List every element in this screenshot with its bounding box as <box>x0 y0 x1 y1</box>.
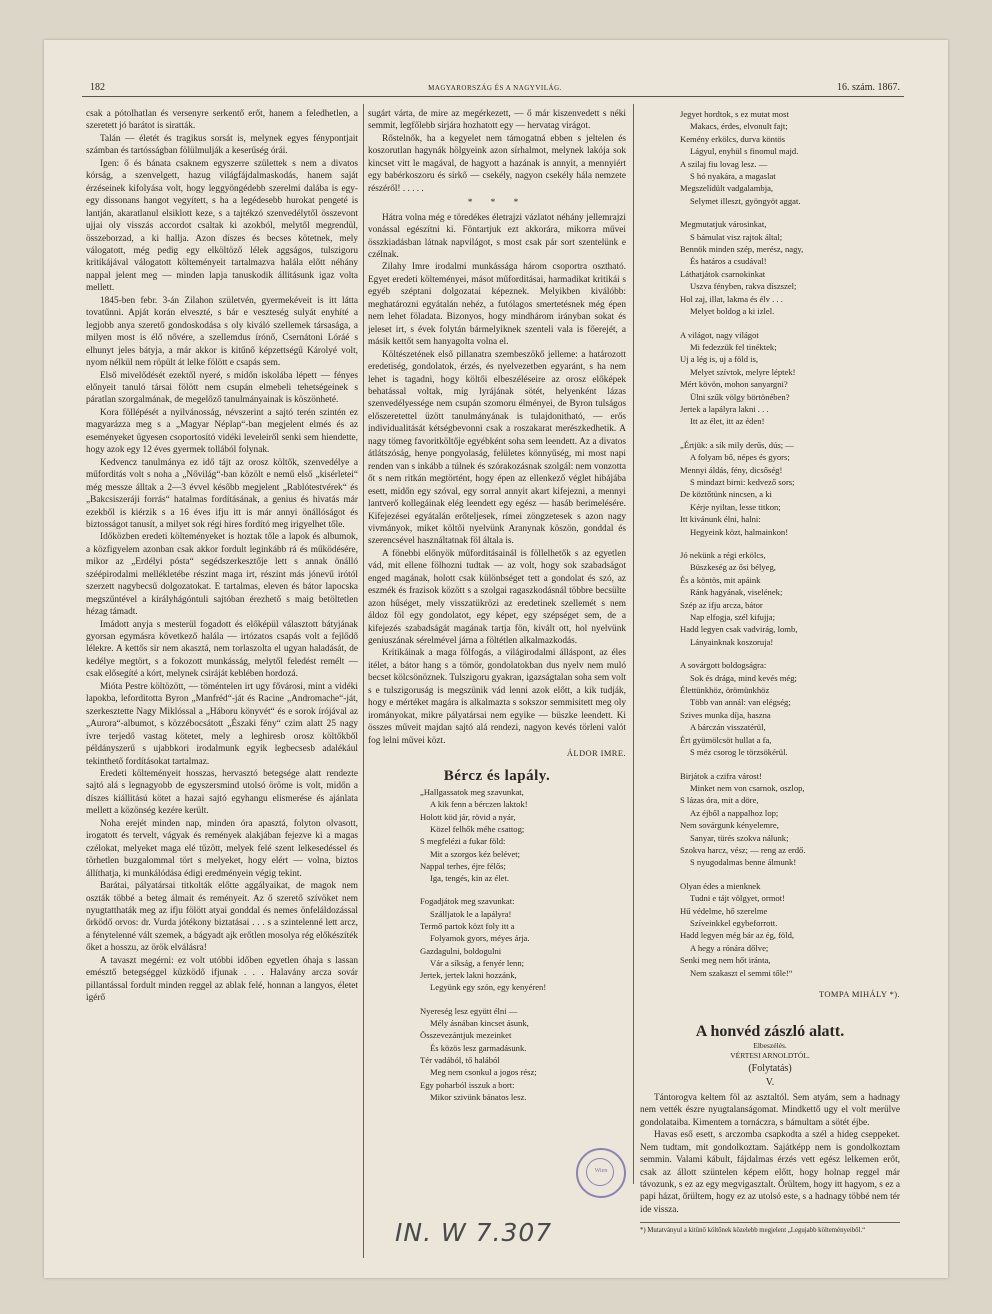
header-rule <box>82 96 904 97</box>
poem-line: Jó nekünk a régi erkölcs, <box>680 550 766 560</box>
poem-line: Mennyi áldás, fény, dicsőség! <box>680 464 783 475</box>
poem-line: Szálljatok le a lapályra! <box>430 908 512 919</box>
paragraph: A tavaszt megérni: ez volt utóbbi időben egyetlen óhaja s lassan emésztő betegséggel küzködő ifjunak . . . Halavány arcza sovár pillantással fordult minden reggel az ablak felé, honnan a langyos, életet igérő <box>86 955 358 1004</box>
poem-line: S megfelézi a fukar föld: <box>420 836 506 847</box>
poem-continuation <box>680 108 900 979</box>
paragraph: Imádott anyja s mesterül fogadott és előképül választott bátyjának gyorsan egymásra következő halála — irtózatos csapás volt a fejlődő lélekre. A kettős sir nem akasztá, nem torlaszolta el ugyan haladását, de kedélye megtört, s a fokozott munkásság, melytől feledést remélt — csak elősegíté a kórt, melynek csiráját keblében hordozá. <box>86 619 358 680</box>
poem-line: A kik fenn a bérczen laktok! <box>430 799 528 810</box>
library-stamp <box>576 1148 626 1198</box>
poem-line: Itt kivánunk élni, halni: <box>680 514 761 525</box>
poem-line: Szives munka díja, haszna <box>680 709 771 720</box>
paragraph: Első mivelődését ezektől nyeré, s midőn iskolába lépett — fényes előnyeit tanuló társai fölött nem csupán elmebeli tehetségeinek s páratlan szorgalmának, de megelőző tanulmányainak is köszönheté. <box>86 370 358 406</box>
poem-line: Melyet szívtok, melyre léptek! <box>690 366 796 377</box>
poem-line: Mért kövön, mohon sanyargni? <box>680 379 788 390</box>
poem-line: A folyam bő, népes és gyors; <box>690 452 790 463</box>
poem-line: Hadd legyen még bár az ég, föld, <box>680 930 795 941</box>
poem-line: Büszkeség az ősi bélyeg, <box>690 562 776 573</box>
poem-line: Sok és drága, mind kevés még; <box>690 672 797 683</box>
page-header <box>90 82 900 96</box>
column-divider <box>363 104 364 1258</box>
poem-line: Tudni e tájt völgyet, ormot! <box>690 893 785 904</box>
poem-line: És a köntös, mit apáink <box>680 574 761 585</box>
poem-line: Nem szakaszt el semmi tőle!“ <box>690 967 793 978</box>
poem-line: Birjátok a czifra várost! <box>680 770 762 781</box>
stanza <box>680 770 900 869</box>
poem-line: S hó nyakára, a magaslat <box>690 171 776 182</box>
poem-line: S nyugodalmas benne álmunk! <box>690 857 797 868</box>
poem-line: A hegy a rónára dőlve; <box>690 942 769 953</box>
poem-line: Hű védelme, hő szerelme <box>680 905 768 916</box>
poem-line: Fogadjátok meg szavunkat: <box>420 896 515 907</box>
poem-line: Folyamok gyors, méyes árja. <box>430 933 530 944</box>
poem-line: Mit a szorgos kéz belévet; <box>430 848 521 859</box>
poem-line: S méz csorog le törzsökérül. <box>690 747 788 758</box>
paragraph: Eredeti költeményeit hosszas, hervasztó betegsége alatt rendezte sajtó alá s legnagyobb de egyszersmind utolsó öröme is volt, midőn a díszes kiállitású kötet a hazai sajtó egyhangu elismerése és ajánlata mellett a közönség kezére került. <box>86 769 358 817</box>
poem-line: Olyan édes a mienknek <box>680 880 761 891</box>
column-divider <box>633 104 634 1184</box>
chapter-number: V. <box>765 1077 775 1089</box>
poem-line: Bennök minden szép, merész, nagy, <box>680 244 804 255</box>
poem-line: Nyereség lesz együtt élni — <box>420 1005 518 1016</box>
paragraph: Barátai, pályatársai titkolták előtte aggályaikat, de magok nem oszták többé a beteg álmait és reményeit. Az ő szerető szívöket nem nyugtatthaták meg az ifju fölött atyai gonddal és nemes önfeláldozással őrködő orvos: dr. Vurda jótékony biztatásai . . . s a szintelenné lett arcz, a fénytelenné vált szemek, a bágyadt ajk erőtlen mosolya rég előkészíték őket a hosszu, az örök elválásra! <box>86 881 358 954</box>
poem-line: Szép az ifju arcza, bátor <box>680 599 763 610</box>
paragraph: Igen: ő és bánata csaknem egyszerre születtek s nem a divatos kórság, a szenvelgett, hazug világfájdalmaskodás, hanem saját érzéseinek kifolyása volt, hogy leggyöngédebb szerelmi dalába is egy-egy dissonans hangot vegyített, s ha a legédesebb hurokat pengeté is lantján, akaratlanul elsiklott keze, s a tajtékzó szenvedélytől összevont ujjai oly visszás accordot csaltak ki azokból, melytől megrendül, összeborzad, a ki hallja. Azon díszes és becses kötetnek, mely válogatott, még pedig egy elköltöző lélek aggságos, tulszigoru kritikájával válogatott költeményeit tartalmazva halála előtt néhány nappal jelent meg — minden lapja tanuskodik állításunk igaz volta mellett. <box>86 158 358 294</box>
poem-line: Iga, tengés, kin az élet. <box>430 873 509 884</box>
poem-line: Mély ásnában kincset ásunk, <box>430 1018 529 1029</box>
poem-line: Jertek, jertek lakni hozzánk, <box>420 970 517 981</box>
poem-line: A bárczán visszatérül, <box>690 722 766 733</box>
poem-line: S bámulat visz rajtok által; <box>690 231 783 242</box>
poem-line: Senki meg nem hőt iránta, <box>680 955 771 966</box>
paragraph: Rőstelnők, ha a kegyelet nem támogatná ebben s jeltelen és koszorutlan hagynák hölgyeink azon sírhalmot, melynek lakója sok kincset vitt le magával, de hagyott a hazának is annyit, a mennyiért egy babérkoszoru és sirkő — csekély, nagyon csekély hála nemzete részéről! . . . . . <box>368 133 626 194</box>
poem-line: „Hallgassatok meg szavunkat, <box>420 787 524 798</box>
paragraph: Zilahy Imre irodalmi munkássága három csoportra osztható. Egyet eredeti költeményei, másot műforditásai, harmadikat kritikái s egyéb széptani dolgozatai képeznek. Melyikben kiválóbb: meghatározni egyátalán nehéz, a futólagos smertetésnek még épen nem lehet föladata. Bizonyos, hogy mindhárom irányban sokat és jeleset irt, s évek folytán bármelyiknek szenteli vala is főerejét, a másik kettőt sem hanyagolta volna el. <box>368 262 626 348</box>
stanza <box>680 880 900 979</box>
poem-line: És határos a csudával! <box>690 256 767 267</box>
poem-line: Gazdagulni, boldogulni <box>420 945 502 956</box>
poem-line: Hol zaj, illat, lakma és élv . . . <box>680 293 783 304</box>
handwritten-shelfmark: IN. W 7.307 <box>395 1218 553 1247</box>
poem-line: Élettünkhöz, örömünkhöz <box>680 685 770 696</box>
poem-line: És közös lesz garmadásunk. <box>430 1042 527 1053</box>
stanza <box>680 439 900 538</box>
poem-line: Tér vadából, tő halából <box>420 1054 500 1065</box>
poem-line: Több van annál: van elégség; <box>690 697 791 708</box>
poem-line: Láthatjátok csarnokinkat <box>680 268 766 279</box>
story-title: A honvéd zászló alatt. <box>695 1023 845 1041</box>
poem-line: Összevezántjuk mezeinket <box>420 1030 512 1041</box>
poem-line: Jegyet hordtok, s ez mutat most <box>680 109 789 119</box>
poem-line: De köztőtünk nincsen, a ki <box>680 489 772 500</box>
paragraph: csak a pótolhatlan és versenyre serkentő erőt, hanem a feledhetlen, a szeretett jó barátot is siratták. <box>86 109 358 132</box>
story-genre: Elbeszélés. <box>753 1040 787 1050</box>
poet-signature: TOMPA MIHÁLY *). <box>818 989 900 999</box>
poem-line: Egy poharból isszuk a bort: <box>420 1079 515 1090</box>
poem-line: Makacs, érdes, elvonult fajt; <box>690 121 788 132</box>
stanza <box>680 329 900 428</box>
poem-line: Nappal terhes, éjre félős; <box>420 860 506 871</box>
poem-line: Minket nem von csarnok, oszlop, <box>690 782 805 793</box>
stanza <box>680 218 900 317</box>
poem-line: S mindazt birni: kedvező sors; <box>690 476 795 487</box>
author-signature: ÁLDOR IMRE. <box>566 748 626 759</box>
footnote: *) Mutatványul a kitünő költőnek közelebb megjelent „Legujabb költeményeiből.“ <box>640 1222 900 1235</box>
poem-line: Kérje nyiltan, lesse titkon; <box>690 501 781 512</box>
stamp-text: Wien <box>594 1168 608 1174</box>
paragraph: Havas eső esett, s arczomba csapkodta a szél a hideg cseppeket. Nem tudtam, mit gondolkoztam. Sajátképp nem is gondolkoztam semmin. Valami kábult, fájdalmas érzés vett egész lelkemen erőt, csak az állott szüntelen képem előtt, hogy holnap reggel már távozunk, s ez az egy megvigasztalt. Őrültem, hogy itt hagyom, s ez a papi házat, őrültem, hogy ez az utolsó este, s a hadnagy többé nem tér ide vissza. <box>640 1130 900 1215</box>
poem-line: Szokva harcz, vész; — reng az erdő. <box>680 844 806 855</box>
stanza <box>680 108 900 207</box>
poem-line: Ülni szűk völgy börtönében? <box>690 391 790 402</box>
poem-line: Közel felhők méhe csattog; <box>430 823 525 834</box>
column-1 <box>86 108 358 1258</box>
poem-line: Lányainknak koszoruja! <box>690 636 774 647</box>
poem-line: Sanyar, türés szokva nálunk; <box>690 832 789 843</box>
poem-line: Selymet illeszt, gyöngyöt aggat. <box>690 195 801 206</box>
paragraph: Noha erejét minden nap, minden óra apasztá, folyton olvasott, irogatott és tervelt, vágyak és remények alakjában fejezve ki a magas czélokat, melyeket maga elé tűzött, melyek felé szent lelkesedéssel és törhetlen buzgalommal tört s melyeket, hogy elért — volna, biztos állíthatja, ki munkálódása édigi eredményein végig tekint. <box>86 818 358 879</box>
paragraph: Kedvencz tanulmánya ez idő tájt az orosz költők, szenvedélye a műforditás volt s noha a „Nővilág“-ban közölt e nemű első „kisérletei“ még messze álltak a 2—3 évvel később megjelent „Rablótestvérek“ és „Bakcsiszeráji forrás“ hatalmas fordításának, a genius és hivatás már ezekből is kiérzik s a 16 éves ifju itt is már annyi önállóságot és biztosságot tanusít, a milyet sok régi hires fordító meg irigyelhet tőle. <box>86 457 358 530</box>
poem-line: A szilaj fiu lovag lesz. — <box>680 158 768 169</box>
poem <box>420 786 626 1103</box>
stanza <box>680 659 900 758</box>
poem-line: Termő partok közt foly itt a <box>420 920 515 931</box>
poem-line: Nem sovárgunk kényelemre, <box>680 820 779 831</box>
poem-line: Lágyul, enyhül s finomul majd. <box>690 146 799 157</box>
poem-line: A sovárgott boldogságra: <box>680 660 767 671</box>
stanza <box>680 549 900 648</box>
poem-line: Ért gyümölcsöt hullat a fa, <box>680 734 772 745</box>
poem-title: Bércz és lapály. <box>443 767 551 784</box>
poem-line: Melyet boldog a ki izlel. <box>690 306 775 317</box>
poem-line: Uszva fényben, rakva díszszel; <box>690 281 797 292</box>
running-title: MAGYARORSZÁG ÉS A NAGYVILÁG. <box>428 84 562 92</box>
stanza <box>420 1005 626 1103</box>
poem-line: Szíveinkkel egybeforrott. <box>690 917 778 928</box>
poem-line: Vár a síkság, a fenyér lenn; <box>430 957 525 968</box>
poem-line: Hegyeink közt, halmainkon! <box>690 526 789 537</box>
poem-line: Meg nem csonkul a jogos rész; <box>430 1067 537 1078</box>
paragraph: Költészetének első pillanatra szembeszökő jelleme: a határozott eredetiség, gondolatok, érzés, és nyelvezetben egyaránt, s ha nem lehet is tagadni, hogy költői elbeszéléseire az orosz előképek behatással voltak, mig lyrájának sötét, helyenként lázas szenvedélyessége nem csupán szomoru élményei, de Byron tulságos előszeretettel üzött tanulmányának is tulajdonitható, — erős individualitását kétségbevonni csak a roszakarat merészkedhetik. A nagy tömeg favoritköltője egyébként soha sem leendett. Az a divatos átlátszóság, henye pongyolaság, felületes könnyűség, mi most napi renden van s inkább a túlnek és szórakozásnak szolgál: nem vonzotta őt s nem ritkán megtörtént, hogy épen az ellenkező véglet hibájába esett, midőn egy szóval, egy sorral annyit akart kifejezni, a mennyi lantverő kollegáinak elég leendett egy egész — hasáb berimelésére. Kifejezései egyátalán erőteljesek, rímei zöngzetesek s azon nagy vivmányok, miket költői nyelvünk Aranynak köszön, gonddal és szerencsével használtatnak föl általa is. <box>368 349 626 547</box>
paragraph: Mióta Pestre költözött, — töméntelen irt ugy fővárosi, mint a vidéki lapokba, leforditotta Byron „Manfréd“-ját és Racine „Andromache“-ját, szerkesztette Nagy Miklóssal a „Háboru könyvét“ és e sorok írójával az „Aurora“-albumot, s közzébocsátott „Északi fény“ czim alatt 25 nagy ívre terjedő vastag kötetet, mely a leghiresb orosz költőkből példányszerű s ujabbkori irodalmunk egyik legbecsesb adalékául tekinthető fordításokat tartalmaz. <box>86 681 358 767</box>
issue-info: 16. szám. 1867. <box>836 82 900 93</box>
poem-line: Megmutatjuk városinkat, <box>680 219 767 230</box>
poem-line: Mi fedezzük fel tinéktek; <box>690 341 777 352</box>
poem-line: Megszelídült vadgalambja, <box>680 183 774 194</box>
poem-line: Legyünk egy szón, egy kenyéren! <box>430 982 547 993</box>
paragraph: 1845-ben febr. 3-án Zilahon születvén, gyermekéveit is itt látta tovatűnni. Apját korán elveszté, s bár e veszteség sulyát enyhíté a legjobb anya szerető gondoskodása s oly kiváló szellemek társasága, a milyen most is élő nővére, a szellemdus írónő, Csernátoni Lóráé s elhunyt jeles bátyja, a már akkor is kitűnő képzettségű Károlyé volt, nyom nélkül nem röpült át lelke fölött e csapás sem. <box>86 295 358 369</box>
paragraph: Időközben eredeti költeményeket is hoztak tőle a lapok és albumok, a közfigyelem azonban csak akkor fordult leginkább rá és működésére, mikor az „Erdélyi pósta“ segédszerkesztője lett s annak önálló széépirodalmi mellékletébe részint maga irt, részint más jónevű irótól szerzett nagybecsű dolgozatokat. E tartalmas, eleven és bátor lapocska megszűntével a királyhágóntuli sajtóban érezhető s maig betöltetlen hézag támadt. <box>86 532 358 618</box>
page-number: 182 <box>90 82 105 93</box>
poem-line: Kemény erkölcs, durva köntös <box>680 133 786 144</box>
poem-line: A világot, nagy világot <box>680 329 759 340</box>
paragraph: Talán — életét és tragikus sorsát is, melynek egyes fénypontjait számban és tartósságban fölülmulják a keserűség órái. <box>86 133 358 157</box>
paragraph: Hátra volna még e töredékes életrajzi vázlatot néhány jellemrajzi vonással egészítni ki. Föntartjuk ezt akkorára, mikorra művei összkiadásban látnak napvilágot, s most csak pár sort szentelünk e czélnak. <box>368 212 626 260</box>
paragraph: A fönebbi előnyök műforditásainál is föllelhetők s az egyetlen vád, mit ellene fölhozni tudtak — az volt, hogy sok szabadságot enged magának, holott csak különbséget tett a gondolat és szó, az eszmék és frazisok között s a szolgai ragaszkodásnál többre becsülte azon hűséget, mely visszatükrözi az eredetinek szellemét s nem áldoz föl egy gondolatot, egy képet, egy szépséget sem, de a kifejezés szabadságát magának tartja fön, kivált ott, hol nyelvünk geniuszának sérelmével járna a föltétlen alkalmazkodás. <box>368 548 626 647</box>
stanza <box>420 786 626 884</box>
poem-line: „Értjük: a sík mily derűs, dús; — <box>680 439 794 450</box>
poem-line: Az éjből a nappalhoz lop; <box>690 807 779 818</box>
poem-line: Mikor szivünk bánatos lesz. <box>430 1091 527 1102</box>
continued-note: (Folytatás) <box>748 1062 792 1074</box>
poem-line: Nap elfogja, szél kifujja; <box>690 612 775 623</box>
stanza <box>420 895 626 993</box>
story-author: VÉRTESI ARNOLDTÓL. <box>730 1050 810 1060</box>
poem-line: Uj a lég is, uj a föld is, <box>680 354 759 365</box>
column-2 <box>368 108 626 1258</box>
paragraph: Tántorogva keltem föl az asztaltól. Sem atyám, sem a hadnagy nem vették észre nyugtalanságomat. Mindkettő ugy el volt merülve gondolataiba. Kimentem a tornáczra, s bámultam a sötét éjbe. <box>640 1092 900 1128</box>
poem-line: Holott köd jár, rövid a nyár, <box>420 811 516 822</box>
paragraph: Kora föllépését a nyilvánosság, névszerint a sajtó terén szintén ez magyarázza meg s a „Magyar Néplap“-ban megjelent elmés és az eseményeket ügyesen csoportosító vidéki leveleiről senki sem hiendette, hogy azok egy 12 éves gyermek tollából folynak. <box>86 407 358 456</box>
poem-line: S lázas óra, mit a döre, <box>680 795 759 806</box>
poem-line: Jertek a lapályra lakni . . . <box>680 403 769 414</box>
poem-line: Ránk hagyának, viselének; <box>690 587 783 598</box>
paragraph: Kritikáinak a maga fölfogás, a világirodalmi álláspont, az éles itélet, a bátor hang s a tömör, gondolatokban dus nyelv nem muló becset kölcsönöznek. Tulszigoru gyakran, igazságtalan soha sem volt s e tulszigoruság is megszünik vád lenni azok előtt, a kik tudják, hogy e mértéket magára is alkalmazta s sokszor semmisitett meg oly irományokat, mikre pályatársai nem egyike — büszke leendett. Ki összes műveit majdan sajtó alá rendezi, nagyon kevés törleni valót fog lelni művei közt. <box>368 648 626 746</box>
paragraph: sugárt várta, de mire az megérkezett, — ő már kiszenvedett s néki semmit, legfőlebb sirjára hozhatott egy — hervatag virágot. <box>368 109 626 132</box>
column-3 <box>640 108 900 1258</box>
section-break: * * * <box>467 198 527 209</box>
poem-line: Itt az élet, itt az éden! <box>690 416 765 427</box>
poem-line: Hadd legyen csak vadvirág, lomb, <box>680 624 798 635</box>
